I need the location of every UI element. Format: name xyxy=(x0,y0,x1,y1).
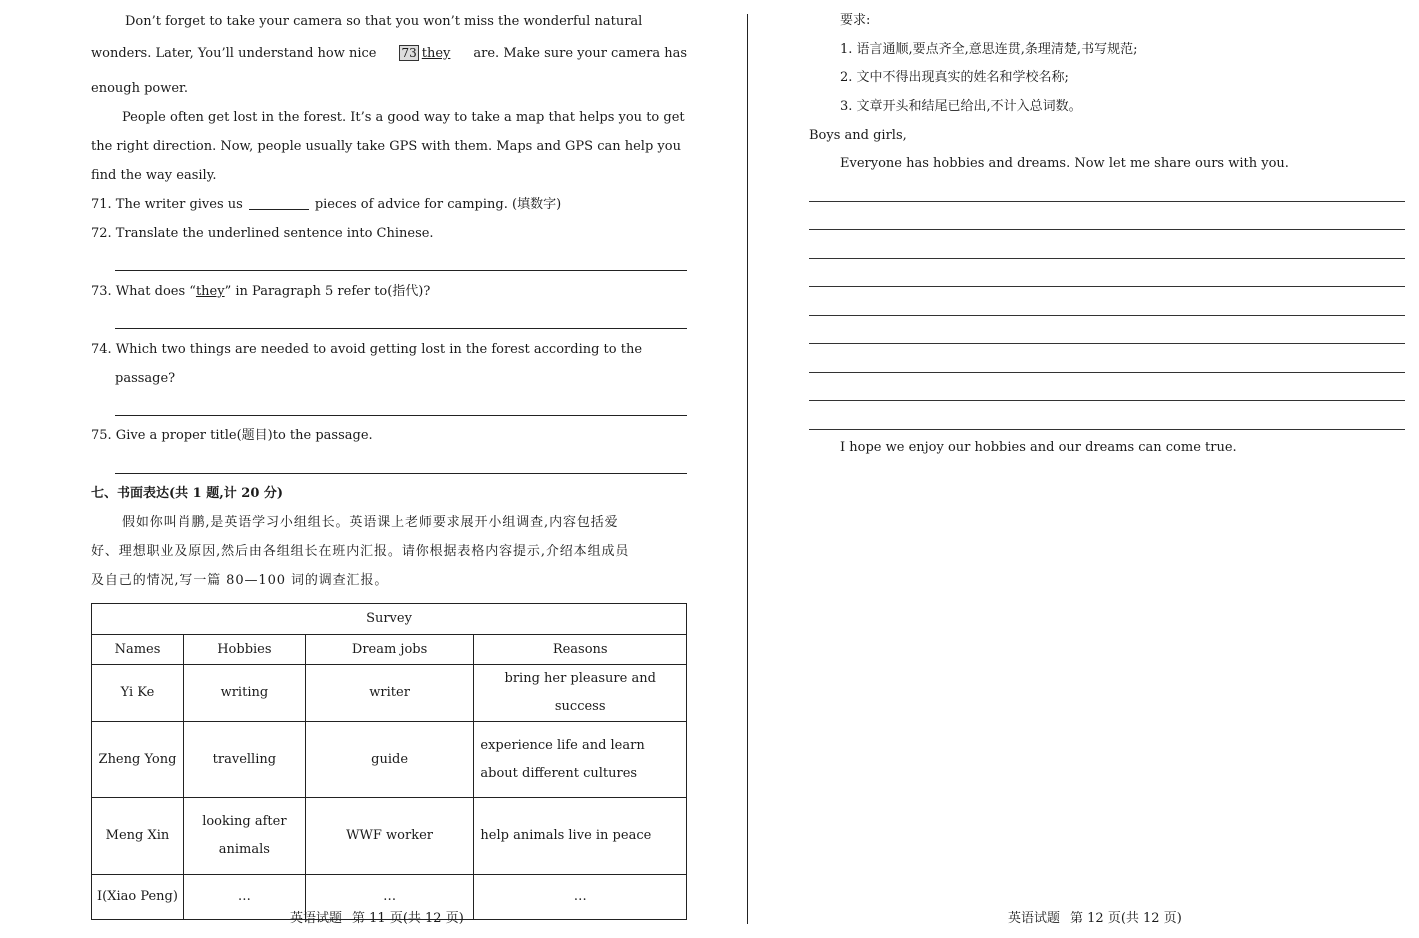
footer-subject: 英语试题 xyxy=(290,911,343,926)
essay-greeting: Boys and girls, xyxy=(809,128,907,143)
question-73 xyxy=(91,285,430,298)
question-74-line1: 74. Which two things are needed to avoid getting lost in the forest according to the xyxy=(91,342,643,357)
paragraph-forest-line1: People often get lost in the forest. It’s a good way to take a map that helps you to get xyxy=(122,110,685,125)
requirements-title: 要求: xyxy=(840,13,871,28)
text: are. Make sure your camera has xyxy=(473,46,687,61)
table-cell: … xyxy=(183,875,305,920)
table-cell: travelling xyxy=(183,722,305,798)
question-72: 72. Translate the underlined sentence into Chinese. xyxy=(91,226,434,241)
writing-line[interactable] xyxy=(809,315,1405,316)
writing-line[interactable] xyxy=(809,201,1405,202)
q73-text-end: ” in Paragraph 5 refer to(指代)? xyxy=(224,284,431,299)
section-7-heading: 七、书面表达(共 1 题,计 20 分) xyxy=(91,486,284,501)
essay-opening: Everyone has hobbies and dreams. Now let me share ours with you. xyxy=(840,156,1289,171)
writing-line[interactable] xyxy=(809,372,1405,373)
task-line1: 假如你叫肖鹏,是英语学习小组组长。英语课上老师要求展开小组调查,内容包括爱 xyxy=(122,515,619,530)
right-footer xyxy=(1008,907,1192,926)
table-row xyxy=(92,798,687,875)
writing-line[interactable] xyxy=(809,400,1405,401)
paragraph-camera-line2 xyxy=(91,47,687,60)
q73-text: 73. What does “ xyxy=(91,284,196,299)
q71-text: 71. The writer gives us xyxy=(91,197,243,212)
writing-line[interactable] xyxy=(809,286,1405,287)
question-marker-73: 73 xyxy=(401,46,417,60)
q74-answer-line[interactable] xyxy=(115,415,687,416)
writing-line[interactable] xyxy=(809,258,1405,259)
table-header-row xyxy=(92,635,687,665)
footer-subject: 英语试题 xyxy=(1008,911,1061,926)
paragraph-forest-line2: the right direction. Now, people usually take GPS with them. Maps and GPS can help you xyxy=(91,139,681,154)
q73-underlined-they: they xyxy=(195,284,225,299)
header-reasons: Reasons xyxy=(474,635,687,665)
footer-page-number: 第 11 页(共 12 页) xyxy=(352,911,464,926)
page-divider xyxy=(747,14,748,924)
q71-text-end: pieces of advice for camping. (填数字) xyxy=(314,197,562,212)
requirement-3: 3. 文章开头和结尾已给出,不计入总词数。 xyxy=(840,99,1082,114)
question-75: 75. Give a proper title(题目)to the passage. xyxy=(91,428,373,443)
question-71 xyxy=(91,198,561,211)
requirement-2: 2. 文中不得出现真实的姓名和学校名称; xyxy=(840,70,1069,85)
header-hobbies: Hobbies xyxy=(183,635,305,665)
essay-closing: I hope we enjoy our hobbies and our dreams can come true. xyxy=(840,440,1237,455)
table-cell: help animals live in peace xyxy=(474,798,687,875)
table-cell: I(Xiao Peng) xyxy=(92,875,184,920)
paragraph-camera-line1: Don’t forget to take your camera so that you won’t miss the wonderful natural xyxy=(125,14,643,29)
table-cell: writing xyxy=(183,665,305,722)
q75-answer-line[interactable] xyxy=(115,473,687,474)
task-line2: 好、理想职业及原因,然后由各组组长在班内汇报。请你根据表格内容提示,介绍本组成员 xyxy=(91,544,630,559)
table-cell: Meng Xin xyxy=(92,798,184,875)
table-cell: bring her pleasure and success xyxy=(474,665,687,722)
task-line3: 及自己的情况,写一篇 80—100 词的调查汇报。 xyxy=(91,573,389,588)
table-cell: … xyxy=(305,875,474,920)
table-cell: writer xyxy=(305,665,474,722)
table-cell: Yi Ke xyxy=(92,665,184,722)
q73-answer-line[interactable] xyxy=(115,328,687,329)
table-title-row xyxy=(92,604,687,635)
underlined-they: they xyxy=(421,46,451,61)
writing-line[interactable] xyxy=(809,343,1405,344)
left-footer xyxy=(290,907,474,926)
survey-table xyxy=(91,603,687,920)
writing-line[interactable] xyxy=(809,429,1405,430)
requirement-1: 1. 语言通顺,要点齐全,意思连贯,条理清楚,书写规范; xyxy=(840,42,1138,57)
footer-page-number: 第 12 页(共 12 页) xyxy=(1070,911,1182,926)
q71-blank[interactable] xyxy=(249,198,309,210)
table-title: Survey xyxy=(92,604,687,635)
header-names: Names xyxy=(92,635,184,665)
table-row xyxy=(92,722,687,798)
table-cell: experience life and learn about different cultures xyxy=(474,722,687,798)
header-dream-jobs: Dream jobs xyxy=(305,635,474,665)
table-cell: guide xyxy=(305,722,474,798)
table-row xyxy=(92,665,687,722)
table-cell: looking after animals xyxy=(183,798,305,875)
text: wonders. Later, You’ll understand how nice xyxy=(91,46,377,61)
question-74-line2: passage? xyxy=(115,371,176,386)
writing-line[interactable] xyxy=(809,229,1405,230)
right-page xyxy=(809,0,1405,938)
table-cell: WWF worker xyxy=(305,798,474,875)
paragraph-forest-line3: find the way easily. xyxy=(91,168,217,183)
marked-word xyxy=(399,47,450,60)
q72-answer-line[interactable] xyxy=(115,270,687,271)
left-page xyxy=(91,0,687,938)
table-cell: … xyxy=(474,875,687,920)
paragraph-camera-line3: enough power. xyxy=(91,81,188,96)
table-cell: Zheng Yong xyxy=(92,722,184,798)
